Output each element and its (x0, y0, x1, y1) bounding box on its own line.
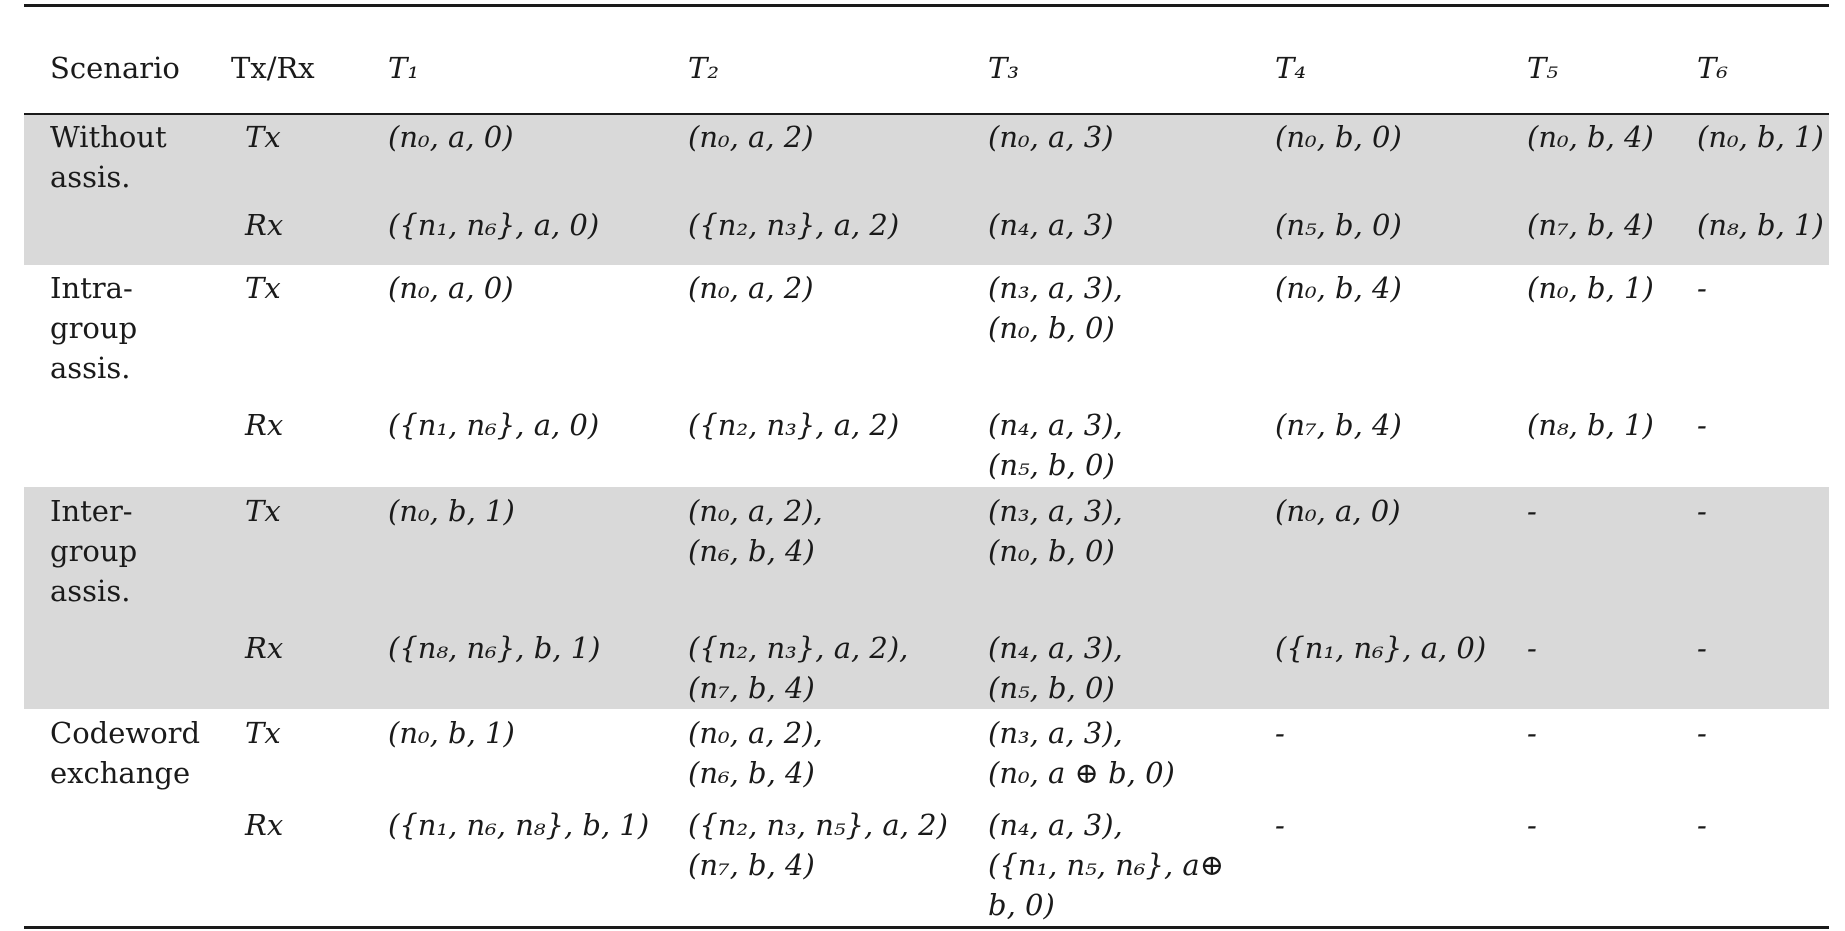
table-cell: (n₀, a, 3) (988, 120, 1114, 154)
scenario-label: Intra- group assis. (50, 271, 138, 385)
table-cell: (n₀, a, 2) (688, 271, 814, 305)
header-txrx: Tx/Rx (231, 51, 315, 85)
table-cell: (n₃, a, 3), (n₀, b, 0) (988, 271, 1123, 345)
role-label: Tx (245, 120, 281, 154)
role-label: Rx (245, 208, 284, 242)
table-cell: ({n₂, n₃}, a, 2) (688, 408, 900, 442)
table-cell: (n₀, b, 4) (1275, 271, 1402, 305)
table-cell: - (1527, 716, 1537, 750)
table-cell: (n₄, a, 3), (n₅, b, 0) (988, 408, 1123, 482)
role-label: Tx (245, 494, 281, 528)
header-t6: T₆ (1697, 51, 1728, 85)
table-cell: ({n₁, n₆}, a, 0) (388, 208, 600, 242)
table-cell: (n₀, a, 0) (388, 271, 514, 305)
scenario-label: Inter- group assis. (50, 494, 138, 608)
table-cell: (n₃, a, 3), (n₀, a ⊕ b, 0) (988, 716, 1175, 790)
scenario-label: Codeword exchange (50, 716, 201, 790)
group-band-inter-group-assis (24, 487, 1829, 709)
header-t5: T₅ (1527, 51, 1558, 85)
table-cell: (n₅, b, 0) (1275, 208, 1402, 242)
role-label: Rx (245, 631, 284, 665)
table-cell: (n₀, a, 2) (688, 120, 814, 154)
table-cell: - (1275, 808, 1285, 842)
table-cell: (n₀, b, 4) (1527, 120, 1654, 154)
table-cell: - (1697, 494, 1707, 528)
table-cell: ({n₁, n₆}, a, 0) (388, 408, 600, 442)
table-cell: (n₀, a, 2), (n₆, b, 4) (688, 716, 823, 790)
table-cell: (n₇, b, 4) (1275, 408, 1402, 442)
table-cell: ({n₂, n₃}, a, 2), (n₇, b, 4) (688, 631, 909, 705)
table-cell: - (1697, 631, 1707, 665)
header-t2: T₂ (688, 51, 719, 85)
table-cell: (n₀, b, 0) (1275, 120, 1402, 154)
role-label: Tx (245, 716, 281, 750)
table-cell: ({n₂, n₃, n₅}, a, 2) (n₇, b, 4) (688, 808, 948, 882)
table-cell: (n₈, b, 1) (1527, 408, 1654, 442)
table-cell: (n₃, a, 3), (n₀, b, 0) (988, 494, 1123, 568)
role-label: Rx (245, 808, 284, 842)
table-bottom-rule (24, 926, 1829, 929)
table-cell: (n₄, a, 3), (n₅, b, 0) (988, 631, 1123, 705)
role-label: Tx (245, 271, 281, 305)
table-cell: - (1697, 716, 1707, 750)
table-cell: (n₄, a, 3) (988, 208, 1114, 242)
table-cell: - (1275, 716, 1285, 750)
table-cell: - (1697, 408, 1707, 442)
header-t4: T₄ (1275, 51, 1306, 85)
table-top-rule (24, 4, 1829, 7)
table-cell: - (1697, 271, 1707, 305)
table-cell: - (1527, 631, 1537, 665)
table-cell: (n₈, b, 1) (1697, 208, 1824, 242)
table-cell: (n₄, a, 3), ({n₁, n₅, n₆}, a⊕ b, 0) (988, 808, 1225, 922)
header-scenario: Scenario (50, 51, 180, 85)
table-cell: (n₀, b, 1) (388, 716, 515, 750)
table-cell: (n₀, b, 1) (388, 494, 515, 528)
table-cell: - (1527, 494, 1537, 528)
table-cell: (n₀, a, 0) (1275, 494, 1401, 528)
table-header-row (24, 48, 1829, 88)
role-label: Rx (245, 408, 284, 442)
table-cell: (n₀, b, 1) (1697, 120, 1824, 154)
table-cell: (n₇, b, 4) (1527, 208, 1654, 242)
table-cell: ({n₁, n₆}, a, 0) (1275, 631, 1487, 665)
header-t1: T₁ (388, 51, 419, 85)
table-cell: - (1527, 808, 1537, 842)
scenario-label: Without assis. (50, 120, 167, 194)
header-t3: T₃ (988, 51, 1019, 85)
table-cell: ({n₂, n₃}, a, 2) (688, 208, 900, 242)
table-cell: ({n₈, n₆}, b, 1) (388, 631, 601, 665)
table-cell: ({n₁, n₆, n₈}, b, 1) (388, 808, 650, 842)
table-cell: (n₀, b, 1) (1527, 271, 1654, 305)
table-cell: - (1697, 808, 1707, 842)
table-cell: (n₀, a, 0) (388, 120, 514, 154)
table-cell: (n₀, a, 2), (n₆, b, 4) (688, 494, 823, 568)
